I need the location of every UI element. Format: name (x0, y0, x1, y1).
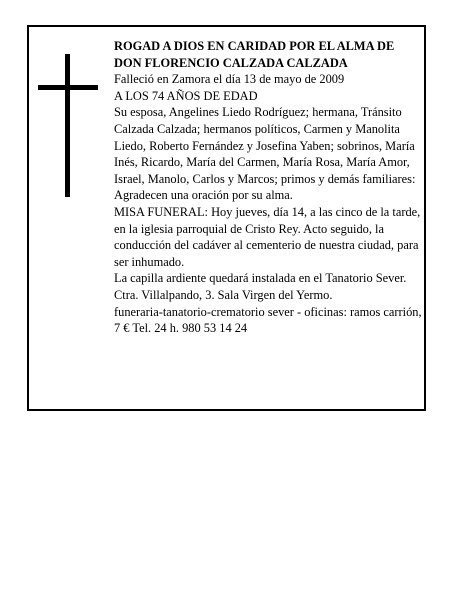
age-line: A LOS 74 AÑOS DE EDAD (114, 88, 258, 103)
obituary-text (114, 38, 422, 337)
obituary-heading: ROGAD A DIOS EN CARIDAD POR EL ALMA DE DON FLORENCIO CALZADA CALZADA (114, 39, 395, 70)
cross-horizontal-bar (38, 85, 98, 90)
cross-vertical-bar (65, 54, 70, 197)
death-line: Falleció en Zamora el día 13 de mayo de 2009 (114, 72, 345, 87)
family-paragraph: Su esposa, Angelines Liedo Rodríguez; hermana, Tránsito Calzada Calzada; hermanos políticos, Carmen y Manolita Liedo, Roberto Fernández y Josefina Yaben; sobrinos, María Inés, Ricardo, María del Carmen, María Rosa, María Amor, Israel, Manolo, Carlos y Marcos; primos y demás familiares: (114, 105, 416, 186)
chapel-paragraph: La capilla ardiente quedará instalada en el Tanatorio Sever. Ctra. Villalpando, 3. Sala Virgen del Yermo. (114, 271, 407, 302)
contact-paragraph: funeraria-tanatorio-crematorio sever - oficinas: ramos carrión, 7 € Tel. 24 h. 980 53 14 24 (114, 304, 422, 336)
funeral-paragraph: MISA FUNERAL: Hoy jueves, día 14, a las cinco de la tarde, en la iglesia parroquial de Cristo Rey. Acto seguido, la conducción del cadáver al cementerio de nuestra ciudad, para ser inhumado. (114, 204, 421, 269)
thanks-line: Agradecen una oración por su alma. (114, 188, 293, 203)
